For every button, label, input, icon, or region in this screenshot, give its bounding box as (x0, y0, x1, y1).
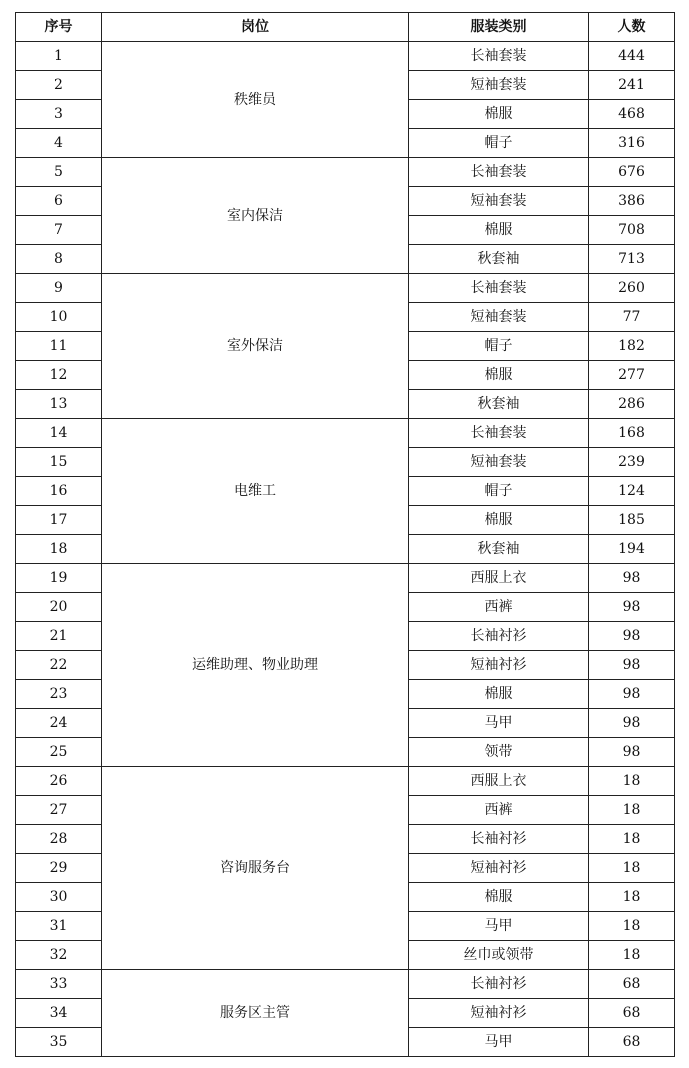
garment-cell: 短袖衬衫 (409, 854, 589, 883)
seq-cell: 2 (16, 71, 102, 100)
table-row (16, 42, 675, 71)
count-cell: 18 (589, 883, 675, 912)
seq-cell: 14 (16, 419, 102, 448)
post-cell: 运维助理、物业助理 (102, 564, 409, 767)
seq-cell: 17 (16, 506, 102, 535)
seq-cell: 8 (16, 245, 102, 274)
count-cell: 18 (589, 825, 675, 854)
table-row (16, 564, 675, 593)
seq-cell: 15 (16, 448, 102, 477)
garment-cell: 秋套袖 (409, 245, 589, 274)
header-post: 岗位 (102, 13, 409, 42)
seq-cell: 11 (16, 332, 102, 361)
header-count: 人数 (589, 13, 675, 42)
count-cell: 713 (589, 245, 675, 274)
seq-cell: 10 (16, 303, 102, 332)
garment-cell: 棉服 (409, 680, 589, 709)
garment-cell: 棉服 (409, 506, 589, 535)
seq-cell: 12 (16, 361, 102, 390)
post-cell: 室外保洁 (102, 274, 409, 419)
post-cell: 秩维员 (102, 42, 409, 158)
garment-cell: 长袖衬衫 (409, 970, 589, 999)
garment-cell: 秋套袖 (409, 535, 589, 564)
count-cell: 18 (589, 854, 675, 883)
header-category: 服装类别 (409, 13, 589, 42)
count-cell: 68 (589, 970, 675, 999)
count-cell: 98 (589, 738, 675, 767)
count-cell: 18 (589, 767, 675, 796)
seq-cell: 6 (16, 187, 102, 216)
garment-cell: 西服上衣 (409, 564, 589, 593)
seq-cell: 33 (16, 970, 102, 999)
count-cell: 68 (589, 1028, 675, 1057)
garment-cell: 长袖衬衫 (409, 622, 589, 651)
count-cell: 98 (589, 709, 675, 738)
count-cell: 468 (589, 100, 675, 129)
count-cell: 18 (589, 912, 675, 941)
seq-cell: 22 (16, 651, 102, 680)
count-cell: 98 (589, 622, 675, 651)
seq-cell: 26 (16, 767, 102, 796)
post-cell: 咨询服务台 (102, 767, 409, 970)
uniform-table (15, 12, 675, 1057)
garment-cell: 棉服 (409, 100, 589, 129)
table-row (16, 419, 675, 448)
count-cell: 286 (589, 390, 675, 419)
table-row (16, 274, 675, 303)
seq-cell: 32 (16, 941, 102, 970)
count-cell: 98 (589, 593, 675, 622)
count-cell: 386 (589, 187, 675, 216)
seq-cell: 30 (16, 883, 102, 912)
count-cell: 241 (589, 71, 675, 100)
garment-cell: 长袖衬衫 (409, 825, 589, 854)
garment-cell: 帽子 (409, 477, 589, 506)
seq-cell: 9 (16, 274, 102, 303)
seq-cell: 27 (16, 796, 102, 825)
garment-cell: 长袖套装 (409, 274, 589, 303)
seq-cell: 34 (16, 999, 102, 1028)
garment-cell: 西服上衣 (409, 767, 589, 796)
table-body (16, 42, 675, 1057)
count-cell: 168 (589, 419, 675, 448)
count-cell: 444 (589, 42, 675, 71)
count-cell: 68 (589, 999, 675, 1028)
garment-cell: 长袖套装 (409, 158, 589, 187)
seq-cell: 35 (16, 1028, 102, 1057)
table-row (16, 158, 675, 187)
table-row (16, 970, 675, 999)
seq-cell: 5 (16, 158, 102, 187)
count-cell: 277 (589, 361, 675, 390)
garment-cell: 棉服 (409, 361, 589, 390)
count-cell: 194 (589, 535, 675, 564)
count-cell: 182 (589, 332, 675, 361)
garment-cell: 马甲 (409, 912, 589, 941)
garment-cell: 短袖套装 (409, 187, 589, 216)
garment-cell: 短袖衬衫 (409, 999, 589, 1028)
seq-cell: 24 (16, 709, 102, 738)
garment-cell: 丝巾或领带 (409, 941, 589, 970)
post-cell: 电维工 (102, 419, 409, 564)
count-cell: 124 (589, 477, 675, 506)
count-cell: 708 (589, 216, 675, 245)
count-cell: 185 (589, 506, 675, 535)
header-seq: 序号 (16, 13, 102, 42)
garment-cell: 短袖套装 (409, 71, 589, 100)
post-cell: 室内保洁 (102, 158, 409, 274)
count-cell: 18 (589, 796, 675, 825)
count-cell: 98 (589, 680, 675, 709)
table-row (16, 767, 675, 796)
seq-cell: 13 (16, 390, 102, 419)
garment-cell: 西裤 (409, 796, 589, 825)
garment-cell: 帽子 (409, 129, 589, 158)
count-cell: 98 (589, 564, 675, 593)
header-row (16, 13, 675, 42)
garment-cell: 马甲 (409, 709, 589, 738)
garment-cell: 长袖套装 (409, 419, 589, 448)
garment-cell: 棉服 (409, 883, 589, 912)
seq-cell: 4 (16, 129, 102, 158)
seq-cell: 1 (16, 42, 102, 71)
seq-cell: 3 (16, 100, 102, 129)
garment-cell: 棉服 (409, 216, 589, 245)
garment-cell: 秋套袖 (409, 390, 589, 419)
post-cell: 服务区主管 (102, 970, 409, 1057)
count-cell: 676 (589, 158, 675, 187)
seq-cell: 18 (16, 535, 102, 564)
seq-cell: 19 (16, 564, 102, 593)
seq-cell: 21 (16, 622, 102, 651)
seq-cell: 20 (16, 593, 102, 622)
seq-cell: 16 (16, 477, 102, 506)
garment-cell: 领带 (409, 738, 589, 767)
seq-cell: 28 (16, 825, 102, 854)
count-cell: 18 (589, 941, 675, 970)
seq-cell: 23 (16, 680, 102, 709)
count-cell: 98 (589, 651, 675, 680)
seq-cell: 25 (16, 738, 102, 767)
garment-cell: 短袖衬衫 (409, 651, 589, 680)
seq-cell: 31 (16, 912, 102, 941)
garment-cell: 帽子 (409, 332, 589, 361)
seq-cell: 7 (16, 216, 102, 245)
garment-cell: 短袖套装 (409, 303, 589, 332)
garment-cell: 短袖套装 (409, 448, 589, 477)
count-cell: 239 (589, 448, 675, 477)
garment-cell: 长袖套装 (409, 42, 589, 71)
garment-cell: 西裤 (409, 593, 589, 622)
garment-cell: 马甲 (409, 1028, 589, 1057)
count-cell: 316 (589, 129, 675, 158)
count-cell: 77 (589, 303, 675, 332)
seq-cell: 29 (16, 854, 102, 883)
count-cell: 260 (589, 274, 675, 303)
